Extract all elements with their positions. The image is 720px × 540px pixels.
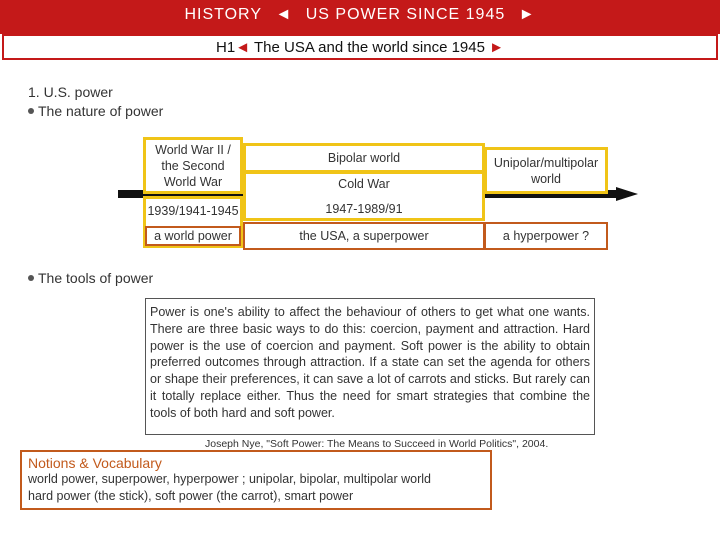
- quote-box: [145, 298, 595, 435]
- notions-box: [20, 450, 492, 510]
- bullet-tools-of-power: [28, 270, 153, 286]
- period-wwii-role: a world power: [154, 229, 232, 243]
- period-wwii-dates: 1939/1941-1945: [147, 204, 239, 218]
- notions-title: Notions & Vocabulary: [28, 455, 162, 471]
- bullet-nature-of-power: [28, 103, 163, 119]
- period-unipolar-role-box: [484, 222, 608, 250]
- header-right-arrow-icon: ►: [518, 6, 536, 23]
- header-main-title: US POWER SINCE 1945: [305, 6, 506, 23]
- period-bipolar-name: Bipolar world: [327, 151, 401, 165]
- period-unipolar-name: Unipolar/multipolar world: [493, 155, 599, 186]
- period-bipolar-role-box: [243, 222, 485, 250]
- header-label: HISTORY: [184, 6, 262, 23]
- period-bipolar-box: [243, 143, 485, 173]
- header-title: [0, 6, 720, 24]
- subtitle-main: The USA and the world since 1945: [253, 39, 485, 56]
- subtitle-text: [4, 39, 716, 56]
- quote-text: Power is one's ability to affect the behaviour of others to get what one wants. There are three basic ways to do this: coercion, payment and attraction. Hard power is the use of coercion and payment. Soft power is the ability to obtain preferred outcomes through attraction. If a state can set the agenda for others or shape their preferences, it can save a lot of carrots and sticks. But rarely can it totally replace either. Thus the need for smart strategies that combine the tools of both hard and soft power.: [150, 305, 590, 420]
- period-wwii-role-box: [145, 226, 241, 246]
- period-bipolar-role: the USA, a superpower: [299, 229, 429, 243]
- subtitle-right-arrow-icon: ►: [489, 39, 504, 56]
- period-unipolar-role: a hyperpower ?: [502, 229, 590, 243]
- bullet-icon: [28, 108, 34, 114]
- header-left-arrow-icon: ◄: [275, 6, 293, 23]
- period-wwii-box: [143, 137, 243, 194]
- bullet-nature-label: The nature of power: [38, 103, 164, 119]
- period-wwii-name: World War II / the Second World War: [155, 142, 231, 189]
- period-bipolar-dates: 1947-1989/91: [325, 202, 403, 216]
- quote-source: Joseph Nye, "Soft Power: The Means to Succeed in World Politics", 2004.: [205, 438, 549, 450]
- period-bipolar-dates-label: [318, 201, 410, 217]
- subtitle-box: [2, 34, 718, 60]
- bullet-icon: [28, 275, 34, 281]
- bullet-tools-label: The tools of power: [38, 270, 154, 286]
- period-coldwar-name: Cold War: [338, 177, 390, 191]
- notions-line-2: hard power (the stick), soft power (the carrot), smart power: [28, 489, 354, 503]
- section-title: 1. U.S. power: [28, 84, 113, 100]
- notions-line-1: world power, superpower, hyperpower ; unipolar, bipolar, multipolar world: [28, 472, 431, 486]
- subtitle-prefix: H1: [216, 39, 236, 56]
- period-unipolar-box: [484, 147, 608, 194]
- subtitle-left-arrow-icon: ◄: [235, 39, 251, 56]
